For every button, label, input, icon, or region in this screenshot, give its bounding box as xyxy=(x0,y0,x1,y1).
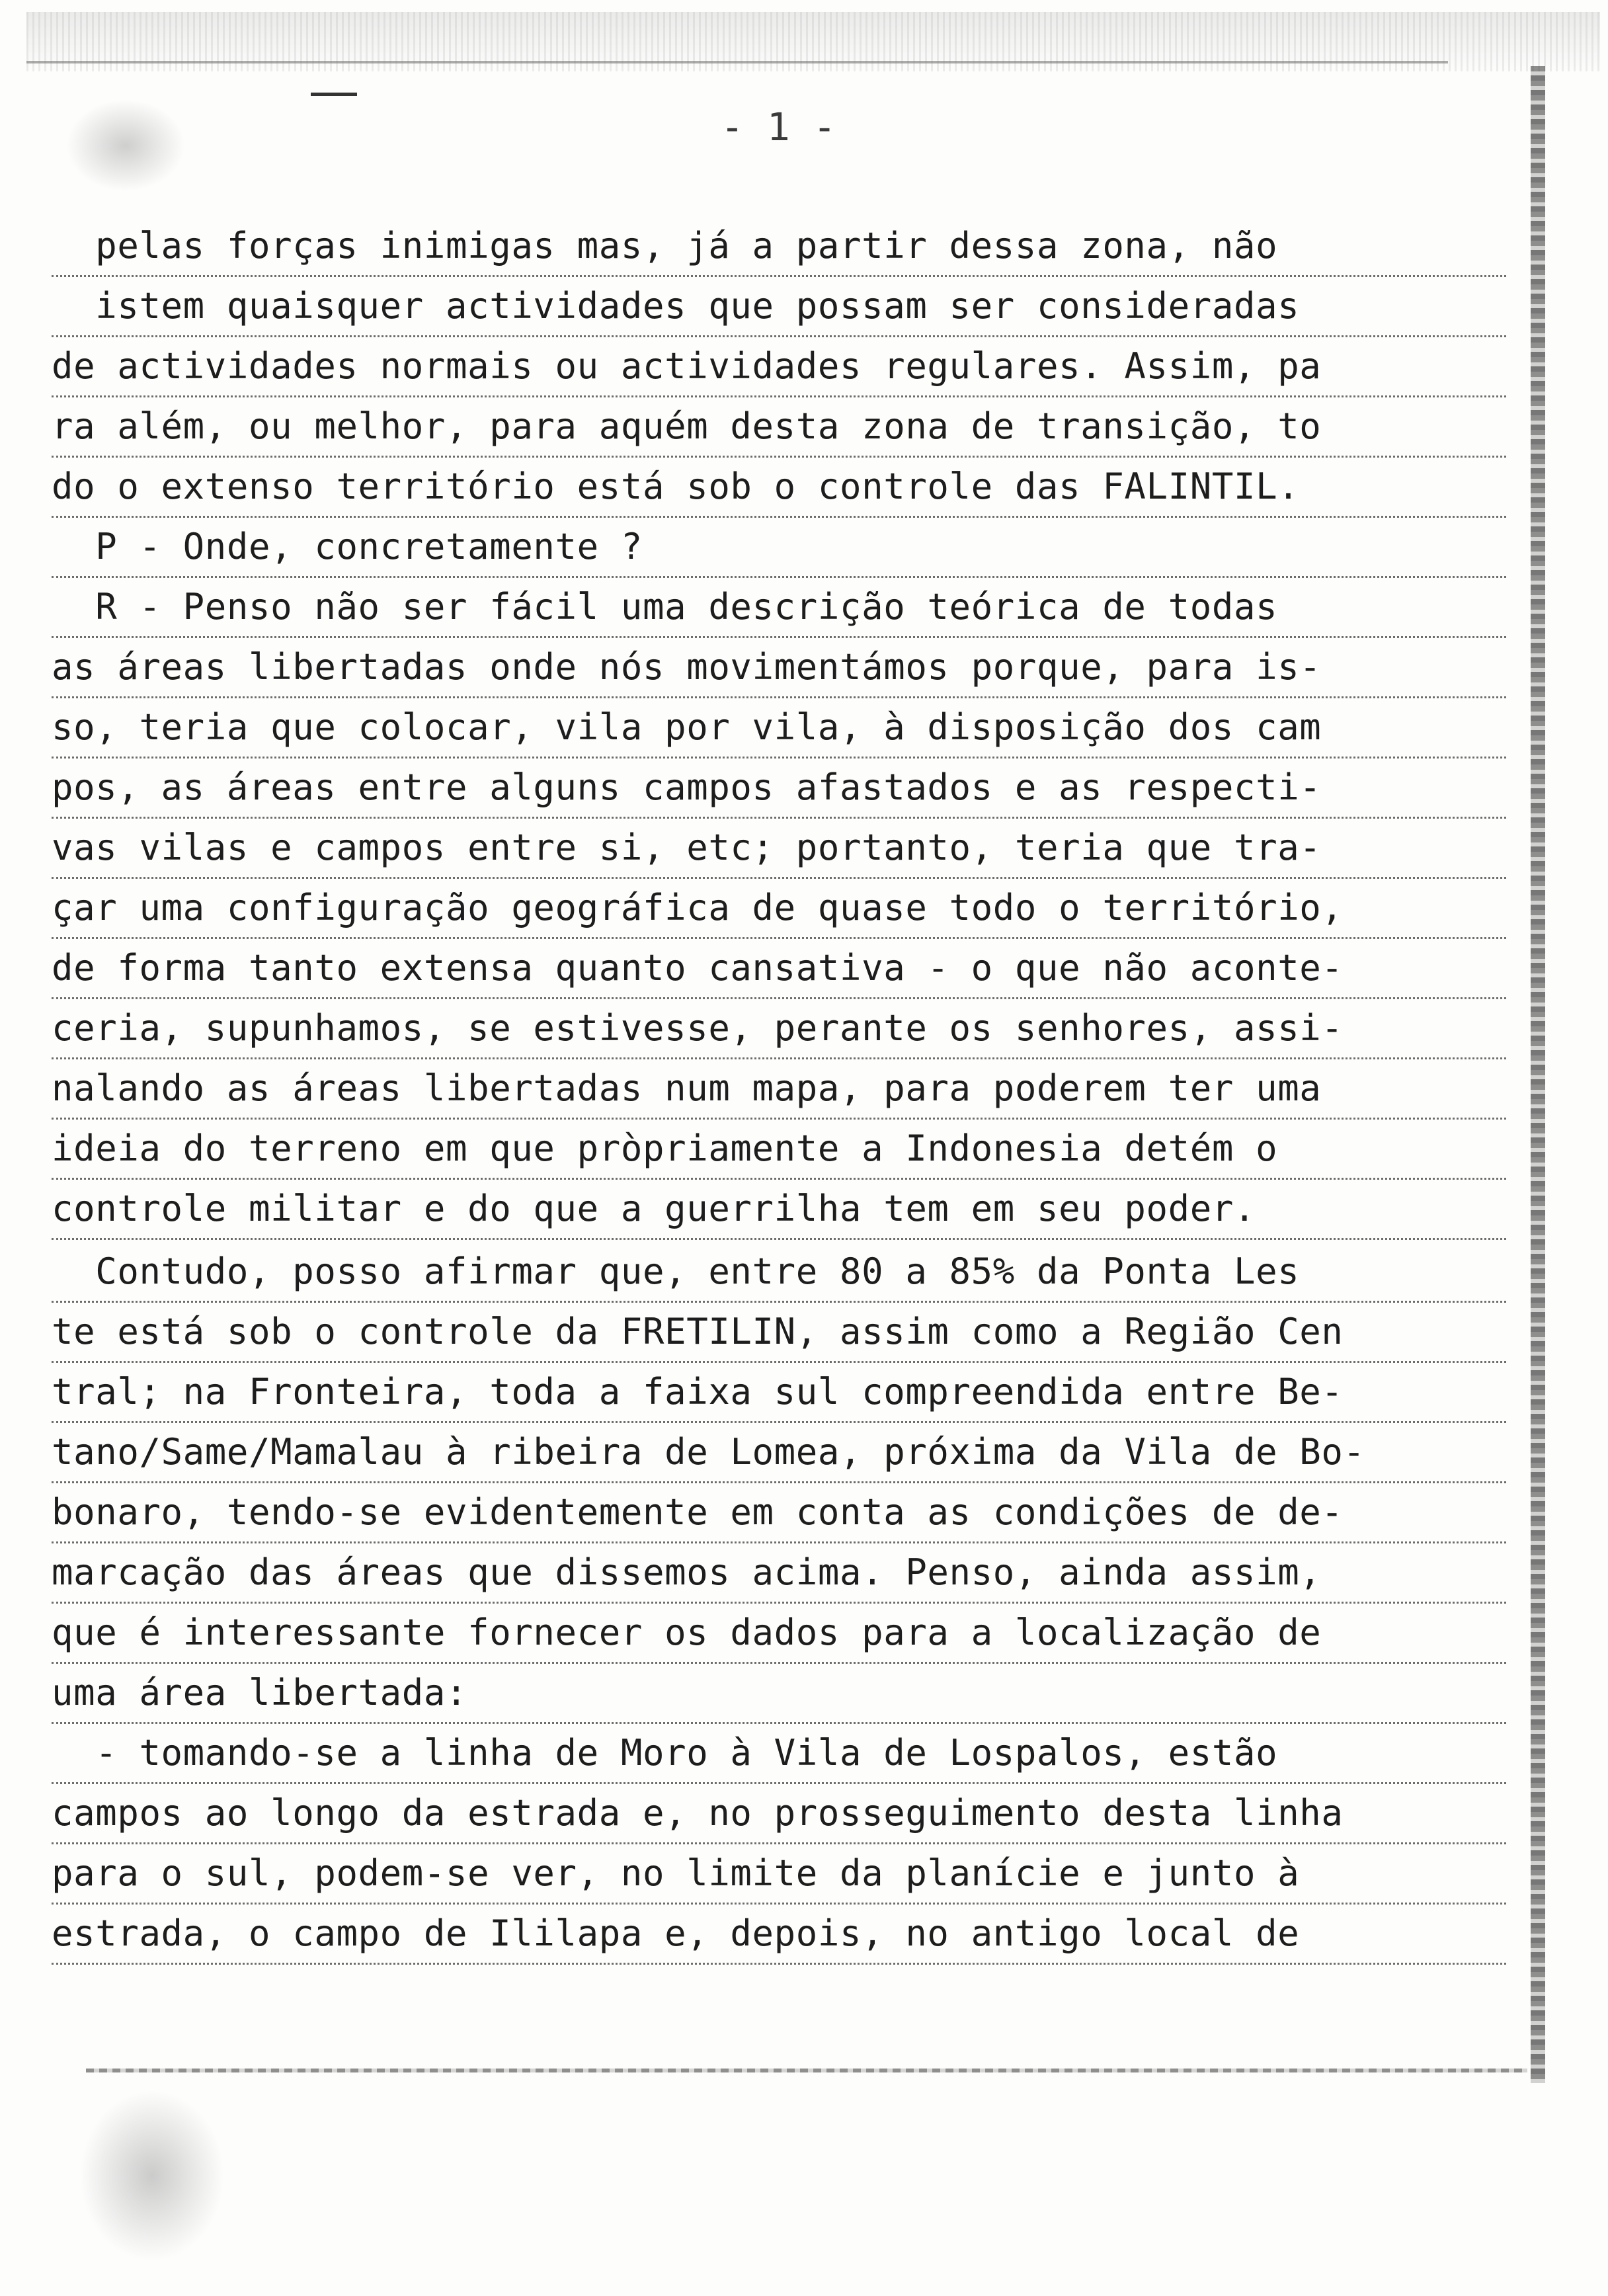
text-line: as áreas libertadas onde nós movimentámos porque, para is- xyxy=(52,638,1506,698)
text-line: uma área libertada: xyxy=(52,1664,1506,1724)
text-line: P - Onde, concretamente ? xyxy=(52,518,1506,578)
text-line: istem quaisquer actividades que possam ser consideradas xyxy=(52,277,1506,337)
text-line: - tomando-se a linha de Moro à Vila de Lospalos, estão xyxy=(52,1724,1506,1784)
text-line: tral; na Fronteira, toda a faixa sul compreendida entre Be- xyxy=(52,1363,1506,1423)
text-line: nalando as áreas libertadas num mapa, para poderem ter uma xyxy=(52,1059,1506,1120)
text-line: do o extenso território está sob o controle das FALINTIL. xyxy=(52,458,1506,518)
text-line: que é interessante fornecer os dados para a localização de xyxy=(52,1604,1506,1664)
text-line: bonaro, tendo-se evidentemente em conta as condições de de- xyxy=(52,1483,1506,1543)
top-border-line xyxy=(26,61,1448,63)
page-right-edge xyxy=(1531,66,1545,2083)
text-line: R - Penso não ser fácil uma descrição teórica de todas xyxy=(52,578,1506,638)
text-line: te está sob o controle da FRETILIN, assim como a Região Cen xyxy=(52,1303,1506,1363)
text-line: pos, as áreas entre alguns campos afastados e as respecti- xyxy=(52,758,1506,819)
typewritten-text-block xyxy=(52,217,1506,1965)
text-line: çar uma configuração geográfica de quase todo o território, xyxy=(52,879,1506,939)
page-number: - 1 - xyxy=(721,104,836,149)
scan-smudge xyxy=(66,99,185,192)
text-line: estrada, o campo de Ililapa e, depois, no antigo local de xyxy=(52,1905,1506,1965)
text-line: de forma tanto extensa quanto cansativa - o que não aconte- xyxy=(52,939,1506,999)
text-line: de actividades normais ou actividades regulares. Assim, pa xyxy=(52,337,1506,397)
dash-mark xyxy=(311,93,357,96)
scan-smudge xyxy=(79,2090,225,2262)
text-line: ra além, ou melhor, para aquém desta zona de transição, to xyxy=(52,397,1506,458)
text-line: tano/Same/Mamalau à ribeira de Lomea, próxima da Vila de Bo- xyxy=(52,1423,1506,1483)
bottom-border-line xyxy=(86,2069,1527,2072)
text-line: ideia do terreno em que pròpriamente a Indonesia detém o xyxy=(52,1120,1506,1180)
text-line: controle militar e do que a guerrilha tem em seu poder. xyxy=(52,1180,1506,1240)
text-line: vas vilas e campos entre si, etc; portanto, teria que tra- xyxy=(52,819,1506,879)
text-line: Contudo, posso afirmar que, entre 80 a 85% da Ponta Les xyxy=(52,1243,1506,1303)
text-line: para o sul, podem-se ver, no limite da planície e junto à xyxy=(52,1844,1506,1905)
text-line: so, teria que colocar, vila por vila, à disposição dos cam xyxy=(52,698,1506,758)
text-line: marcação das áreas que dissemos acima. Penso, ainda assim, xyxy=(52,1543,1506,1604)
text-line: campos ao longo da estrada e, no prosseguimento desta linha xyxy=(52,1784,1506,1844)
text-line: pelas forças inimigas mas, já a partir dessa zona, não xyxy=(52,217,1506,277)
text-line: ceria, supunhamos, se estivesse, perante os senhores, assi- xyxy=(52,999,1506,1059)
